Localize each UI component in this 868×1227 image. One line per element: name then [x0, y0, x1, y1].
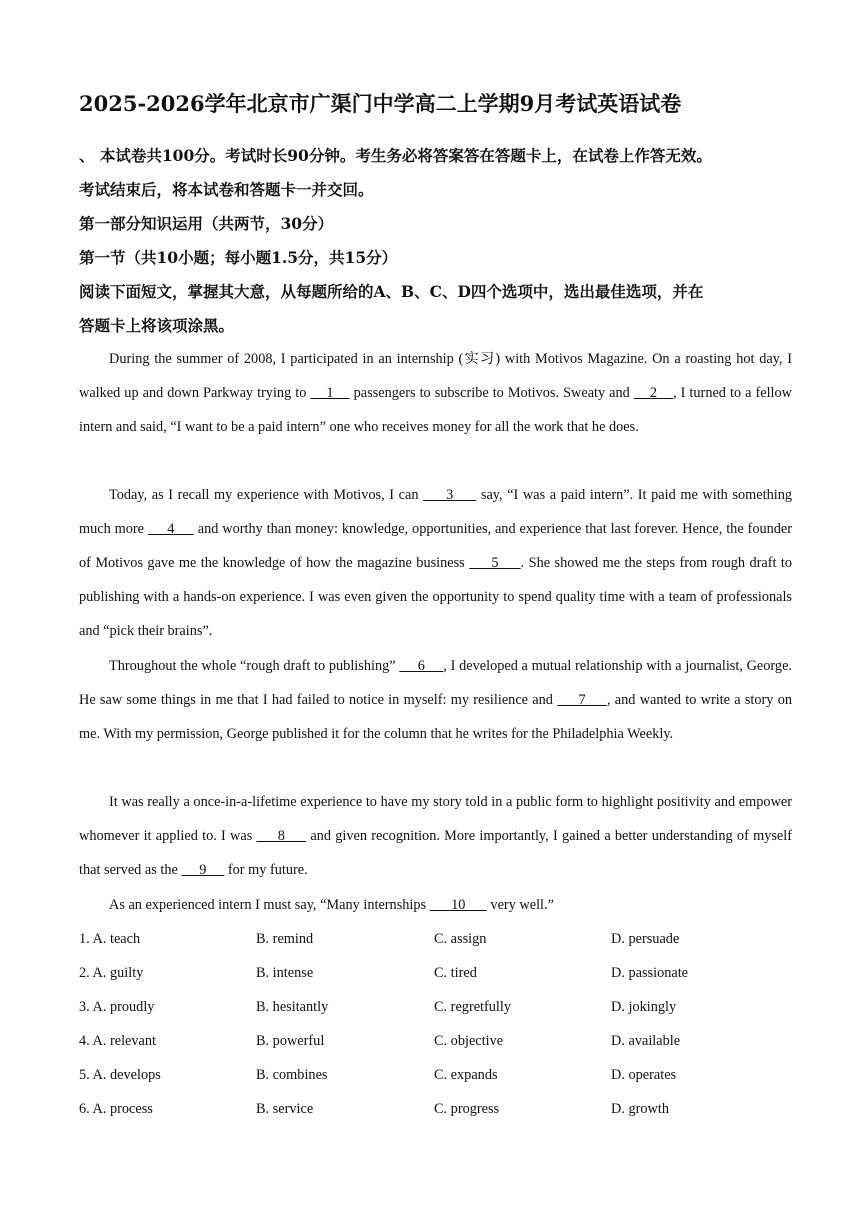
- passage-paragraph-4: [79, 785, 792, 887]
- question-options-6: [79, 1092, 792, 1126]
- option-d: D. available: [611, 1033, 681, 1049]
- blank-8: 8: [256, 828, 307, 844]
- paragraph-text: During the summer of 2008, I participated in an internship (实习) with Motivos Magazine. On a roasting hot day, I walked up and down Parkway trying to: [79, 351, 792, 401]
- option-b: B. combines: [256, 1067, 328, 1083]
- paragraph-text: Today, as I recall my experience with Motivos, I can: [109, 487, 424, 503]
- question-options-3: [79, 990, 792, 1024]
- blank-1: 1: [310, 385, 350, 401]
- passage-paragraph-3: [79, 649, 792, 751]
- question-options-5: [79, 1058, 792, 1092]
- option-a: 6. A. process: [79, 1101, 153, 1117]
- paragraph-text: , I developed a mutual relationship with a journalist, George. He saw some things in me that I had failed to notice in myself: my resilience and: [79, 658, 792, 708]
- part-heading: 第一部分知识运用（共两节，30分）: [79, 214, 334, 233]
- option-b: B. service: [256, 1101, 314, 1117]
- option-c: C. progress: [434, 1101, 500, 1117]
- option-c: C. objective: [434, 1033, 504, 1049]
- passage-paragraph-2: [79, 478, 792, 648]
- option-b: B. remind: [256, 931, 314, 947]
- blank-5: 5: [469, 555, 521, 571]
- blank-3: 3: [423, 487, 477, 503]
- question-options-2: [79, 956, 792, 990]
- option-c: C. regretfully: [434, 999, 512, 1015]
- paragraph-text: and worthy than money: knowledge, opportunities, and experience that last forever. Hence, the founder of Motivos gave me the knowledge of how the magazine business: [79, 521, 793, 571]
- option-c: C. expands: [434, 1067, 498, 1083]
- exam-title: 2025-2026学年北京市广渠门中学高二上学期9月考试英语试卷: [79, 91, 682, 116]
- paragraph-text: very well.”: [486, 897, 554, 913]
- paragraph-text: As an experienced intern I must say, “Many internships: [109, 897, 430, 913]
- instruction-line-2: 考试结束后，将本试卷和答题卡一并交回。: [79, 180, 374, 199]
- option-c: C. assign: [434, 931, 487, 947]
- passage-paragraph-5: [79, 888, 792, 922]
- instruction-line-1: 、 本试卷共100分。考试时长90分钟。考生务必将答案答在答题卡上，在试卷上作答无效。: [79, 146, 712, 165]
- option-d: D. persuade: [611, 931, 680, 947]
- blank-7: 7: [557, 692, 607, 708]
- blank-10: 10: [429, 897, 487, 913]
- paragraph-text: and given recognition. More importantly, I gained a better understanding of myself that served as the: [79, 828, 792, 878]
- paragraph-text: Throughout the whole “rough draft to publishing”: [109, 658, 400, 674]
- option-a: 3. A. proudly: [79, 999, 155, 1015]
- question-options-1: [79, 922, 792, 956]
- option-a: 1. A. teach: [79, 931, 141, 947]
- option-d: D. growth: [611, 1101, 669, 1117]
- paragraph-text: . She showed me the steps from rough draft to publishing with a hands-on experience. I was even given the opportunity to spend quality time with a team of professionals and “pick their brains”.: [79, 555, 792, 639]
- option-c: C. tired: [434, 965, 477, 981]
- option-a: 2. A. guilty: [79, 965, 144, 981]
- paragraph-text: It was really a once-in-a-lifetime experience to have my story told in a public form to highlight positivity and empower whomever it applied to. I was: [79, 794, 792, 844]
- question-options-4: [79, 1024, 792, 1058]
- option-a: 4. A. relevant: [79, 1033, 157, 1049]
- option-a: 5. A. develops: [79, 1067, 161, 1083]
- option-d: D. operates: [611, 1067, 677, 1083]
- blank-6: 6: [399, 658, 444, 674]
- paragraph-text: , and wanted to write a story on me. With my permission, George published it for the column that he writes for the Philadelphia Weekly.: [79, 692, 793, 742]
- section-heading: 第一节（共10小题；每小题1.5分，共15分）: [79, 248, 398, 267]
- option-b: B. intense: [256, 965, 314, 981]
- paragraph-text: say, “I was a paid intern”. It paid me with something much more: [79, 487, 793, 537]
- paragraph-text: , I turned to a fellow intern and said, “I want to be a paid intern” one who receives money for all the work that he does.: [79, 385, 792, 435]
- option-b: B. hesitantly: [256, 999, 329, 1015]
- blank-2: 2: [633, 385, 674, 401]
- directions-line-1: 阅读下面短文，掌握其大意，从每题所给的A、B、C、D四个选项中，选出最佳选项，并在: [79, 282, 704, 301]
- directions-line-2: 答题卡上将该项涂黑。: [79, 316, 235, 335]
- blank-4: 4: [147, 521, 194, 537]
- paragraph-text: passengers to subscribe to Motivos. Sweaty and: [349, 385, 634, 401]
- paragraph-text: for my future.: [224, 862, 308, 878]
- option-b: B. powerful: [256, 1033, 325, 1049]
- passage-paragraph-1: [79, 342, 792, 444]
- option-d: D. passionate: [611, 965, 689, 981]
- option-d: D. jokingly: [611, 999, 677, 1015]
- blank-9: 9: [181, 862, 225, 878]
